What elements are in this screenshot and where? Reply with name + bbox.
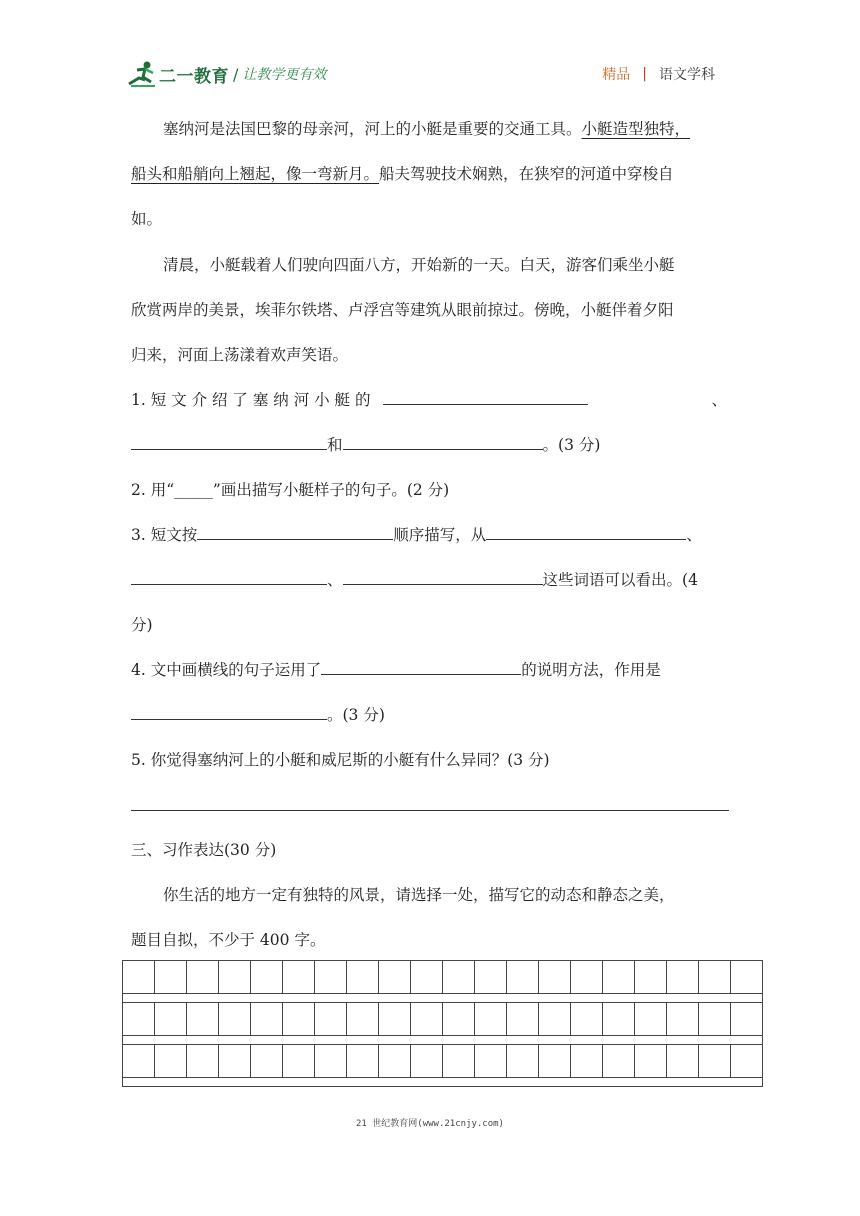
grid-cell[interactable] — [251, 1003, 283, 1035]
grid-cell[interactable] — [123, 1003, 155, 1035]
grid-cell[interactable] — [699, 1003, 731, 1035]
grid-cell[interactable] — [603, 1045, 635, 1077]
passage-text: 塞纳河是法国巴黎的母亲河，河上的小艇是重要的交通工具。 — [163, 120, 582, 138]
question-1 — [131, 388, 729, 410]
answer-blank[interactable] — [197, 525, 393, 540]
grid-gap — [122, 993, 763, 1002]
grid-cell[interactable] — [219, 1045, 251, 1077]
grid-cell[interactable] — [123, 1045, 155, 1077]
grid-cell[interactable] — [475, 1003, 507, 1035]
page-header — [127, 58, 727, 90]
slogan: 让教学更有效 — [242, 67, 327, 83]
grid-cell[interactable] — [347, 1003, 379, 1035]
runner-logo-icon — [127, 60, 157, 88]
passage-line: 清晨，小艇载着人们驶向四面八方，开始新的一天。白天，游客们乘坐小艇 — [163, 256, 675, 274]
underlined-sentence: 小艇造型独特， — [581, 120, 691, 138]
grid-cell[interactable] — [283, 961, 315, 993]
separator: 、 — [711, 391, 727, 409]
answer-blank[interactable] — [383, 390, 588, 405]
grid-cell[interactable] — [667, 1045, 699, 1077]
quality-tag: 精品 — [602, 67, 631, 83]
answer-blank[interactable] — [486, 525, 686, 540]
grid-cell[interactable] — [539, 961, 571, 993]
passage-line — [131, 117, 690, 139]
grid-cell[interactable] — [443, 1003, 475, 1035]
grid-cell[interactable] — [187, 961, 219, 993]
passage-line: 欣赏两岸的美景，埃菲尔铁塔、卢浮宫等建筑从眼前掠过。傍晚，小艇伴着夕阳 — [131, 301, 674, 319]
grid-cell[interactable] — [379, 961, 411, 993]
grid-cell[interactable] — [155, 961, 187, 993]
grid-bottom-border — [122, 1086, 763, 1087]
question-text: 4. 文中画横线的句子运用了 — [131, 661, 322, 679]
grid-cell[interactable] — [667, 961, 699, 993]
grid-cell[interactable] — [379, 1003, 411, 1035]
grid-cell[interactable] — [571, 961, 603, 993]
answer-blank[interactable] — [321, 660, 521, 675]
question-text: 1. 短 文 介 绍 了 塞 纳 河 小 艇 的 — [131, 391, 371, 409]
grid-cell[interactable] — [123, 961, 155, 993]
answer-line[interactable] — [131, 810, 729, 811]
grid-cell[interactable] — [507, 1003, 539, 1035]
question-3-score: 分) — [131, 616, 153, 634]
tag-separator: | — [642, 66, 647, 82]
grid-cell[interactable] — [251, 961, 283, 993]
grid-gap — [122, 1077, 763, 1086]
grid-cell[interactable] — [635, 1003, 667, 1035]
passage-line — [131, 162, 674, 184]
writing-prompt: 你生活的地方一定有独特的风景，请选择一处，描写它的动态和静态之美， — [163, 886, 675, 904]
answer-blank[interactable] — [131, 705, 327, 720]
grid-cell[interactable] — [571, 1045, 603, 1077]
logo-slash: / — [233, 64, 239, 84]
conjunction: 和 — [327, 436, 343, 454]
grid-cell[interactable] — [731, 961, 762, 993]
question-text: 这些词语可以看出。(4 — [542, 571, 698, 589]
grid-cell[interactable] — [347, 961, 379, 993]
grid-cell[interactable] — [379, 1045, 411, 1077]
writing-prompt: 题目自拟，不少于 400 字。 — [131, 931, 326, 949]
question-4-cont — [131, 703, 385, 725]
answer-blank[interactable] — [131, 570, 327, 585]
grid-cell[interactable] — [187, 1003, 219, 1035]
grid-gap — [122, 1035, 763, 1044]
question-text: 顺序描写，从 — [393, 526, 487, 544]
page-footer: 21 世纪教育网(www.21cnjy.com) — [356, 1119, 504, 1129]
question-3-cont — [131, 568, 698, 590]
passage-text: 船夫驾驶技术娴熟，在狭窄的河道中穿梭自 — [379, 165, 674, 183]
grid-cell[interactable] — [219, 1003, 251, 1035]
grid-cell[interactable] — [539, 1045, 571, 1077]
grid-cell[interactable] — [315, 1045, 347, 1077]
score: 。(3 分) — [327, 706, 385, 724]
answer-blank[interactable] — [343, 570, 543, 585]
grid-cell[interactable] — [187, 1045, 219, 1077]
score: 。(3 分) — [542, 436, 601, 454]
grid-cell[interactable] — [219, 961, 251, 993]
answer-blank[interactable] — [131, 435, 327, 450]
section-title: 三、习作表达(30 分) — [131, 841, 277, 859]
passage-line: 如。 — [131, 210, 163, 228]
grid-cell[interactable] — [411, 1003, 443, 1035]
grid-cell[interactable] — [667, 1003, 699, 1035]
header-tags — [602, 64, 715, 84]
grid-cell[interactable] — [315, 1003, 347, 1035]
question-5: 5. 你觉得塞纳河上的小艇和威尼斯的小艇有什么异同？(3 分) — [131, 751, 550, 769]
grid-cell[interactable] — [475, 961, 507, 993]
grid-cell[interactable] — [699, 1045, 731, 1077]
grid-cell[interactable] — [347, 1045, 379, 1077]
underlined-sentence: 船头和船艄向上翘起，像一弯新月。 — [131, 165, 380, 183]
grid-row — [122, 1044, 763, 1077]
passage-line: 归来，河面上荡漾着欢声笑语。 — [131, 346, 349, 364]
question-text: 3. 短文按 — [131, 526, 198, 544]
question-4 — [131, 658, 661, 680]
grid-cell[interactable] — [699, 961, 731, 993]
grid-cell[interactable] — [635, 1045, 667, 1077]
grid-cell[interactable] — [411, 961, 443, 993]
grid-cell[interactable] — [507, 1045, 539, 1077]
grid-cell[interactable] — [315, 961, 347, 993]
grid-cell[interactable] — [443, 1045, 475, 1077]
separator: 、 — [686, 526, 702, 544]
composition-grid — [122, 960, 763, 1087]
logo-text: 二一教育 — [159, 66, 229, 87]
logo — [127, 60, 326, 88]
grid-cell[interactable] — [731, 1045, 762, 1077]
grid-cell[interactable] — [251, 1045, 283, 1077]
grid-cell[interactable] — [283, 1045, 315, 1077]
grid-cell[interactable] — [571, 1003, 603, 1035]
grid-cell[interactable] — [411, 1045, 443, 1077]
grid-cell[interactable] — [635, 961, 667, 993]
question-3 — [131, 523, 702, 545]
question-1-cont — [131, 433, 600, 455]
grid-cell[interactable] — [475, 1045, 507, 1077]
grid-row — [122, 960, 763, 993]
subject-tag: 语文学科 — [659, 67, 715, 83]
grid-cell[interactable] — [443, 961, 475, 993]
grid-row — [122, 1002, 763, 1035]
grid-cell[interactable] — [155, 1003, 187, 1035]
separator: 、 — [327, 571, 343, 589]
grid-cell[interactable] — [603, 1003, 635, 1035]
grid-cell[interactable] — [507, 961, 539, 993]
grid-cell[interactable] — [155, 1045, 187, 1077]
grid-cell[interactable] — [539, 1003, 571, 1035]
question-2: 2. 用“_____”画出描写小艇样子的句子。(2 分) — [131, 481, 450, 499]
grid-cell[interactable] — [731, 1003, 762, 1035]
grid-cell[interactable] — [603, 961, 635, 993]
grid-cell[interactable] — [283, 1003, 315, 1035]
question-text: 的说明方法，作用是 — [521, 661, 661, 679]
answer-blank[interactable] — [343, 435, 543, 450]
